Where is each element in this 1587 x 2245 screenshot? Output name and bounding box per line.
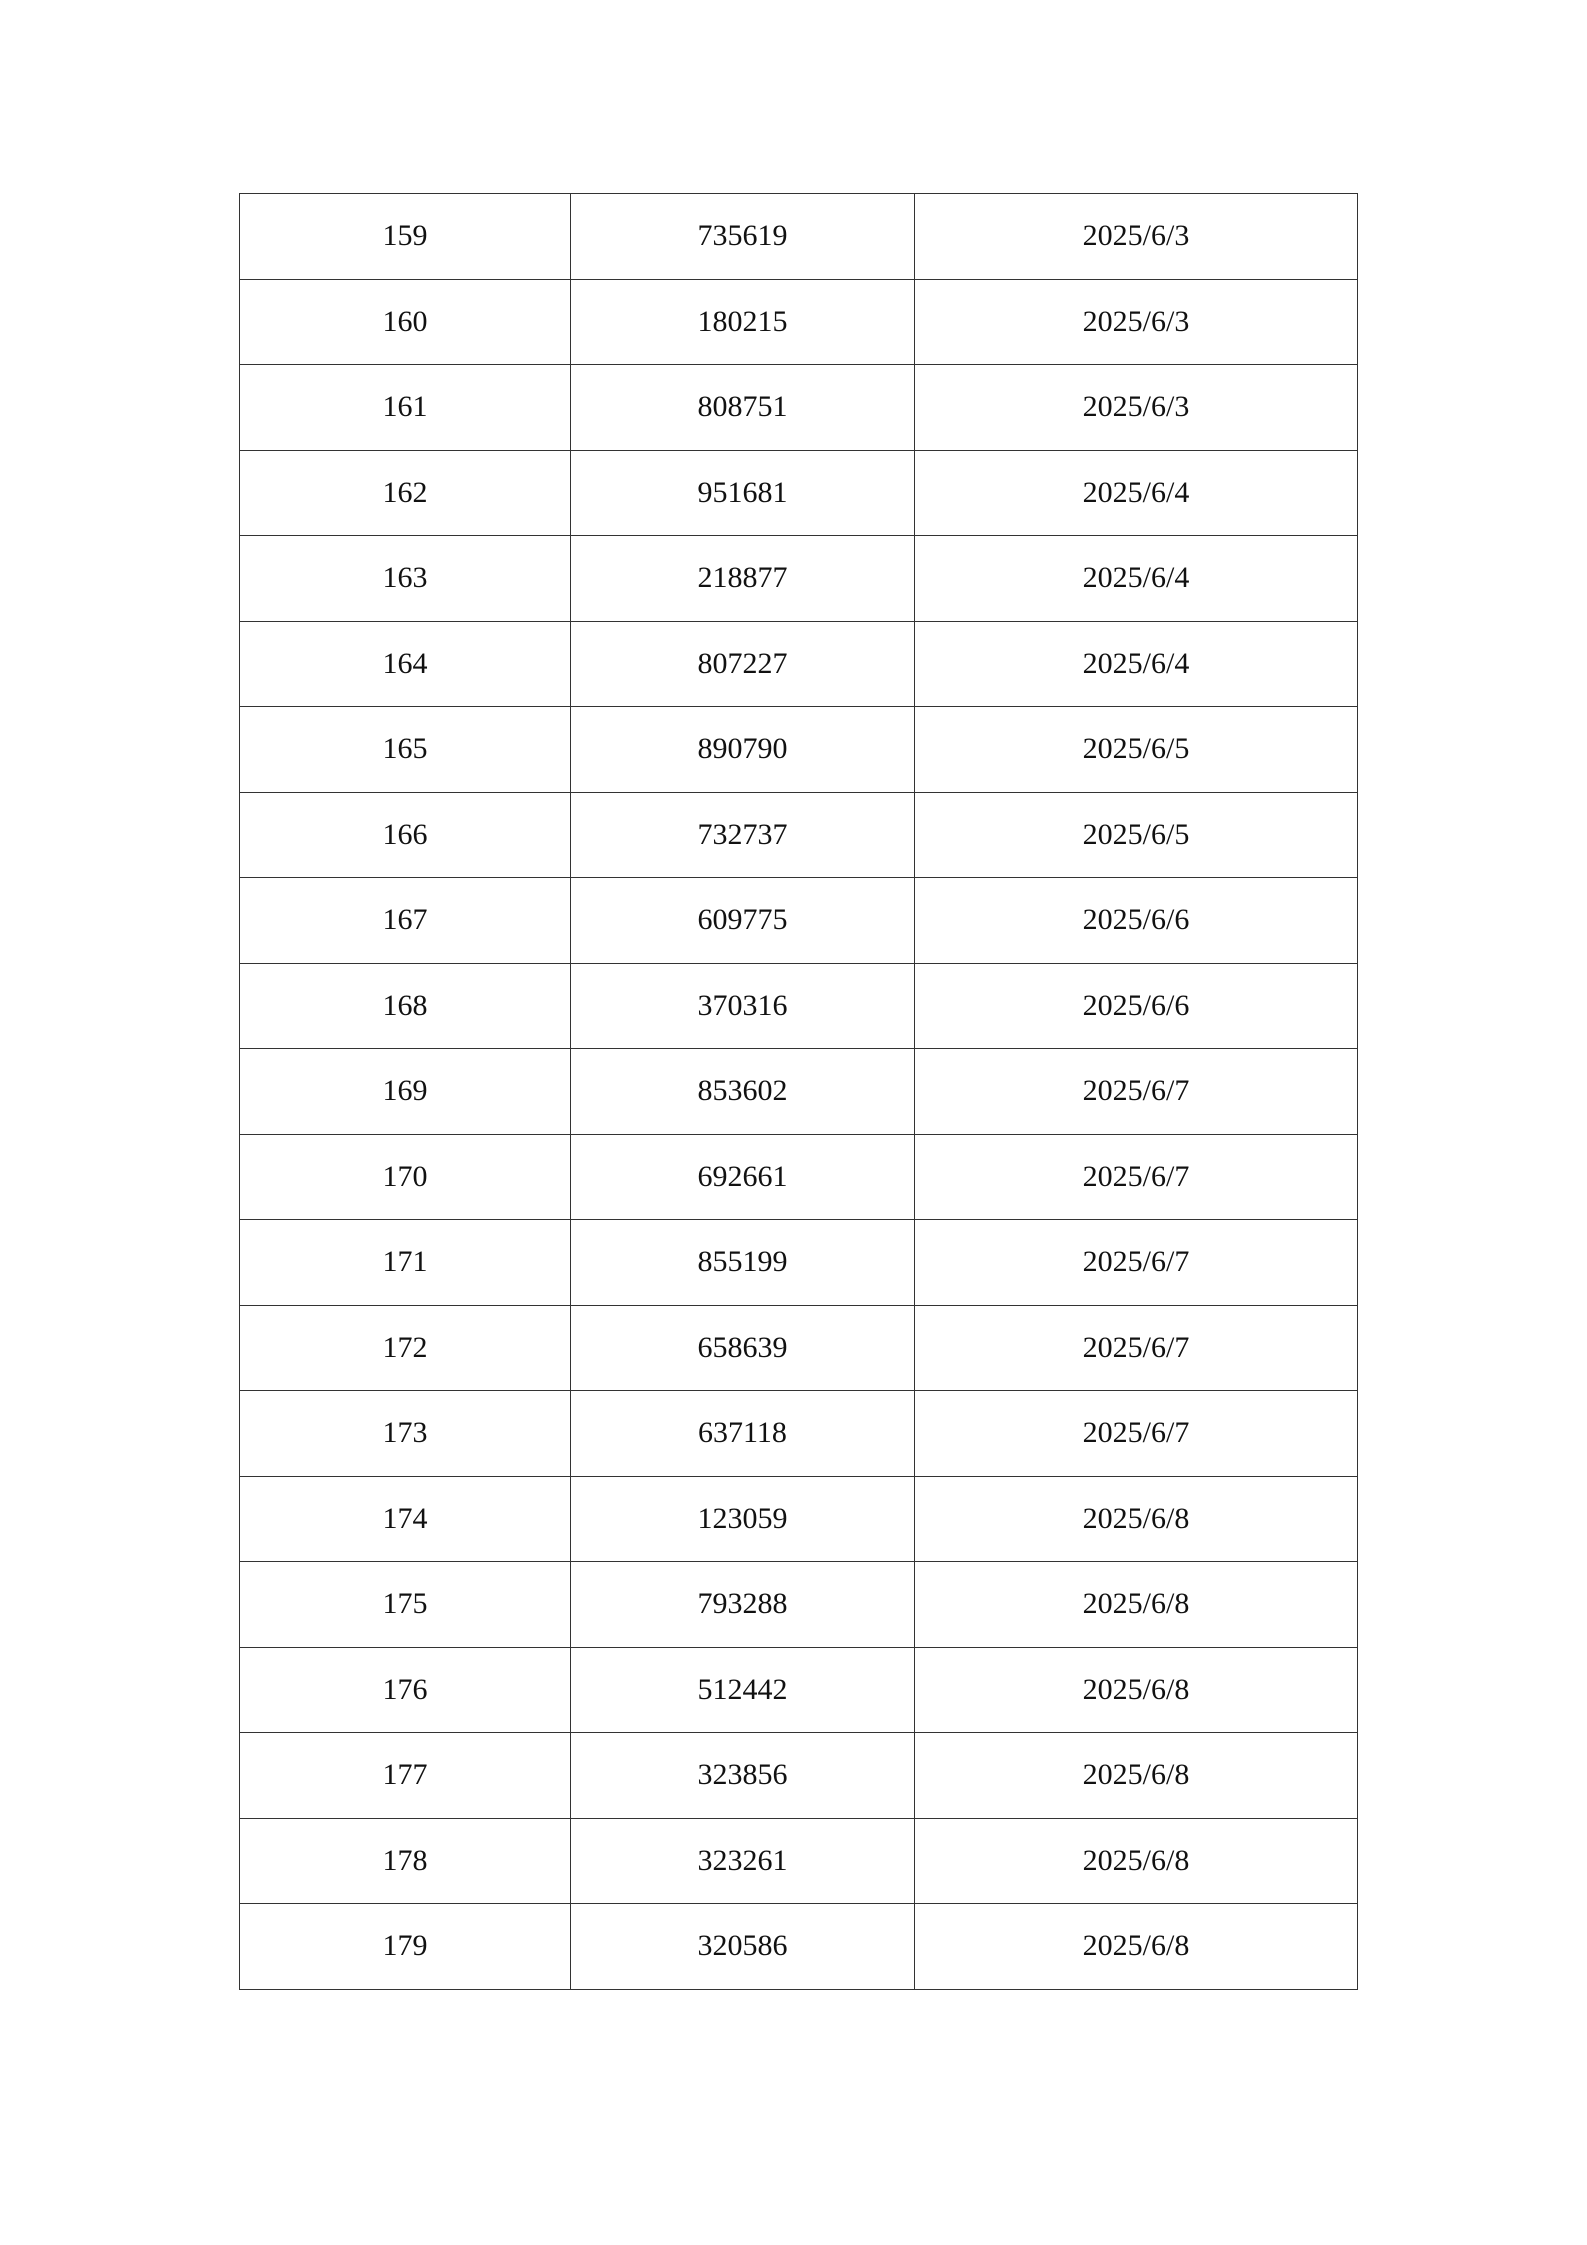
code-cell: 732737 <box>571 792 915 878</box>
code-cell: 692661 <box>571 1134 915 1220</box>
table-row <box>240 1391 1358 1477</box>
code-cell: 512442 <box>571 1647 915 1733</box>
row-number-cell: 175 <box>240 1562 571 1648</box>
table-row <box>240 621 1358 707</box>
table-row <box>240 707 1358 793</box>
table-row <box>240 1733 1358 1819</box>
date-cell: 2025/6/8 <box>915 1818 1358 1904</box>
code-cell: 320586 <box>571 1904 915 1990</box>
code-cell: 735619 <box>571 194 915 280</box>
row-number-cell: 161 <box>240 365 571 451</box>
row-number-cell: 165 <box>240 707 571 793</box>
date-cell: 2025/6/8 <box>915 1562 1358 1648</box>
row-number-cell: 162 <box>240 450 571 536</box>
date-cell: 2025/6/5 <box>915 707 1358 793</box>
date-cell: 2025/6/6 <box>915 878 1358 964</box>
code-cell: 807227 <box>571 621 915 707</box>
date-cell: 2025/6/6 <box>915 963 1358 1049</box>
code-cell: 855199 <box>571 1220 915 1306</box>
code-cell: 323261 <box>571 1818 915 1904</box>
code-cell: 370316 <box>571 963 915 1049</box>
date-cell: 2025/6/4 <box>915 450 1358 536</box>
table-row <box>240 1904 1358 1990</box>
date-cell: 2025/6/7 <box>915 1049 1358 1135</box>
row-number-cell: 177 <box>240 1733 571 1819</box>
date-cell: 2025/6/3 <box>915 279 1358 365</box>
date-cell: 2025/6/5 <box>915 792 1358 878</box>
date-cell: 2025/6/8 <box>915 1476 1358 1562</box>
row-number-cell: 171 <box>240 1220 571 1306</box>
table-row <box>240 963 1358 1049</box>
row-number-cell: 173 <box>240 1391 571 1477</box>
row-number-cell: 167 <box>240 878 571 964</box>
code-cell: 123059 <box>571 1476 915 1562</box>
row-number-cell: 179 <box>240 1904 571 1990</box>
code-cell: 218877 <box>571 536 915 622</box>
table-row <box>240 792 1358 878</box>
table-row <box>240 878 1358 964</box>
table-row <box>240 1647 1358 1733</box>
table-body <box>240 194 1358 1990</box>
code-cell: 180215 <box>571 279 915 365</box>
table-row <box>240 1049 1358 1135</box>
data-table <box>239 193 1358 1990</box>
date-cell: 2025/6/4 <box>915 621 1358 707</box>
code-cell: 853602 <box>571 1049 915 1135</box>
row-number-cell: 169 <box>240 1049 571 1135</box>
date-cell: 2025/6/8 <box>915 1647 1358 1733</box>
row-number-cell: 163 <box>240 536 571 622</box>
table-row <box>240 450 1358 536</box>
row-number-cell: 170 <box>240 1134 571 1220</box>
code-cell: 323856 <box>571 1733 915 1819</box>
code-cell: 793288 <box>571 1562 915 1648</box>
code-cell: 609775 <box>571 878 915 964</box>
row-number-cell: 168 <box>240 963 571 1049</box>
date-cell: 2025/6/7 <box>915 1305 1358 1391</box>
table-row <box>240 365 1358 451</box>
table-row <box>240 279 1358 365</box>
code-cell: 890790 <box>571 707 915 793</box>
date-cell: 2025/6/7 <box>915 1391 1358 1477</box>
table-row <box>240 1476 1358 1562</box>
row-number-cell: 166 <box>240 792 571 878</box>
row-number-cell: 176 <box>240 1647 571 1733</box>
row-number-cell: 164 <box>240 621 571 707</box>
date-cell: 2025/6/8 <box>915 1904 1358 1990</box>
code-cell: 658639 <box>571 1305 915 1391</box>
date-cell: 2025/6/7 <box>915 1220 1358 1306</box>
table-row <box>240 1134 1358 1220</box>
date-cell: 2025/6/7 <box>915 1134 1358 1220</box>
date-cell: 2025/6/3 <box>915 365 1358 451</box>
table-row <box>240 1562 1358 1648</box>
row-number-cell: 160 <box>240 279 571 365</box>
code-cell: 951681 <box>571 450 915 536</box>
row-number-cell: 172 <box>240 1305 571 1391</box>
date-cell: 2025/6/4 <box>915 536 1358 622</box>
row-number-cell: 178 <box>240 1818 571 1904</box>
date-cell: 2025/6/3 <box>915 194 1358 280</box>
code-cell: 808751 <box>571 365 915 451</box>
table-row <box>240 1220 1358 1306</box>
date-cell: 2025/6/8 <box>915 1733 1358 1819</box>
code-cell: 637118 <box>571 1391 915 1477</box>
table-row <box>240 1305 1358 1391</box>
table-row <box>240 536 1358 622</box>
row-number-cell: 159 <box>240 194 571 280</box>
table-row <box>240 194 1358 280</box>
table-row <box>240 1818 1358 1904</box>
row-number-cell: 174 <box>240 1476 571 1562</box>
